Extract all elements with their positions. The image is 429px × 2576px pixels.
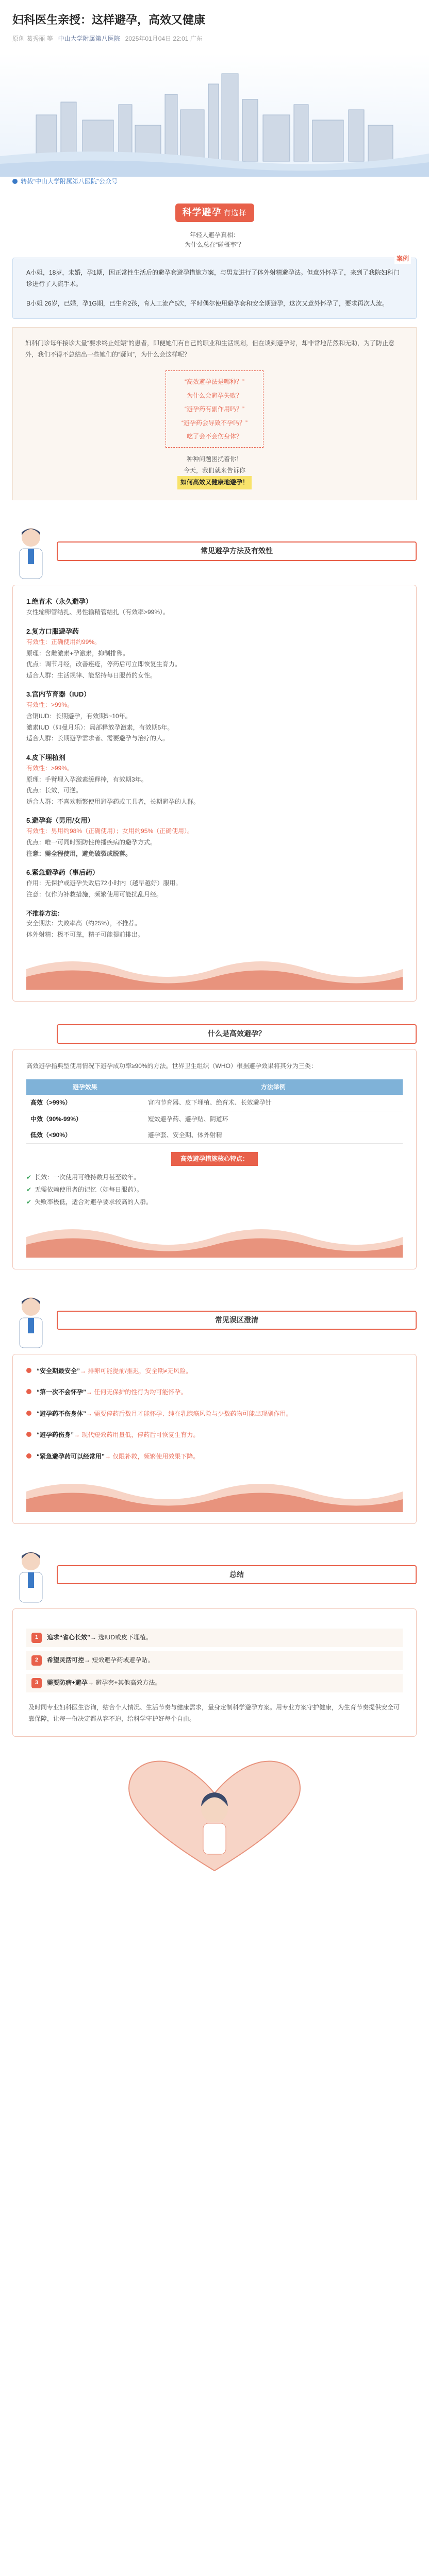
unrecommended-item: 体外射精：极不可靠，精子可能提前排出。 <box>26 930 144 938</box>
method-line: 激素IUD（如曼月乐）：局部释放孕激素，有效期5年。 <box>26 723 174 731</box>
myth-item <box>26 1409 403 1420</box>
card-wave-decoration <box>26 948 403 990</box>
feature-item: ✔ 无需依赖使用者的记忆（如每日服药）。 <box>26 1183 403 1196</box>
method-line: 有效性：>99%。 <box>26 764 74 772</box>
method-line: 注意：需全程使用，避免破裂或脱落。 <box>26 850 132 857</box>
method-heading: 3.宫内节育器（IUD） <box>26 690 91 699</box>
method-line: 适合人群：不喜欢频繁使用避孕药或工具者，长期避孕的人群。 <box>26 798 200 805</box>
efficiency-card <box>12 1049 417 1269</box>
publish-date: 2025年01月04日 22:01 广东 <box>125 35 203 43</box>
method-line: 有效性：男用约98%（正确使用）；女用约95%（正确使用）。 <box>26 827 194 835</box>
method-line: 女性输卵管结扎、男性输精管结扎（有效率>99%）。 <box>26 608 170 616</box>
case-paragraph-1: A小姐，18岁，未婚，孕1期，因正常性生活后的避孕套避孕措施方案，与男友进行了体外射精避孕法。但意外怀孕了，来到了我院妇科门诊进行了人流手术。 <box>26 269 400 287</box>
heart-illustration <box>0 1747 429 1881</box>
question-item: 吃了会不会伤身体？ <box>186 432 242 440</box>
skyline-banner <box>0 53 429 177</box>
doctor-icon <box>12 1292 50 1349</box>
outro-line-2: 今天，我们就来告诉你 <box>183 466 245 474</box>
table-cell: 短效避孕药、避孕贴、阴道环 <box>144 1111 403 1127</box>
summary-row <box>26 1651 403 1670</box>
myth-item <box>26 1366 403 1377</box>
summary-key: 追求“省心长效” <box>47 1634 91 1641</box>
section-title: 什么是高效避孕？ <box>57 1024 417 1044</box>
card-wave-decoration <box>26 1216 403 1258</box>
myth-item <box>26 1451 403 1463</box>
section-high-efficiency <box>12 1024 417 1269</box>
method-heading: 1.绝育术（永久避孕） <box>26 598 92 606</box>
summary-list <box>26 1629 403 1692</box>
summary-number: 3 <box>31 1678 42 1688</box>
question-item: “避孕药有副作用吗？” <box>185 405 244 413</box>
author: 原创 葛秀丽 等 <box>12 35 53 43</box>
myth-claim: “避孕药伤身” <box>37 1431 74 1439</box>
myth-fact: → 仅限补救，频繁使用效果下降。 <box>105 1453 200 1460</box>
doctor-icon <box>12 1547 50 1603</box>
method-line: 有效性：>99%。 <box>26 701 74 709</box>
section-myths <box>12 1292 417 1524</box>
myth-claim: “避孕药不伤身体” <box>37 1410 87 1417</box>
myth-item <box>26 1430 403 1441</box>
unrecommended-item: 安全期法：失败率高（约25%），不推荐。 <box>26 920 141 927</box>
features-list <box>26 1171 403 1208</box>
summary-paragraph: 及时同专业妇科医生咨询，结合个人情况、生活节奏与健康需求，量身定制科学避孕方案。用专业方案守护健康，为生育节奏提供安全可靠保障，让每一份决定都从容不迫，给科学守护好每个自由。 <box>28 1703 400 1723</box>
efficiency-lead: 高效避孕指典型使用情况下避孕成功率≥90%的方法。世界卫生组织（WHO）根据避孕效果将其分为三类： <box>26 1062 317 1070</box>
method-line: 原理：手臂埋入孕激素缓释棒，有效期3年。 <box>26 775 147 783</box>
summary-number: 2 <box>31 1655 42 1666</box>
article-title: 妇科医生亲授：这样避孕，高效又健康 <box>12 13 206 26</box>
intro-badge <box>175 204 254 222</box>
myth-fact: → 需要停药后数月才能怀孕、纯在乳腺癌风险与少数药物可能出现副作用。 <box>86 1410 292 1417</box>
summary-key: 希望灵活可控 <box>47 1656 85 1664</box>
badge-sub: 有选择 <box>223 209 247 217</box>
case-box <box>12 255 417 319</box>
table-row <box>26 1111 403 1127</box>
myth-claim: “安全期最安全” <box>37 1367 80 1375</box>
method-line: 有效性：正确使用约99%。 <box>26 638 101 646</box>
article-meta <box>12 34 417 44</box>
method-line: 适合人群：长期避孕需求者、需要避孕与治疗的人。 <box>26 735 169 742</box>
method-line: 优点：唯一可同时预防性传播疾病的避孕方式。 <box>26 839 157 846</box>
method-heading: 4.皮下埋植剂 <box>26 753 65 761</box>
table-cell: 低效（<90%） <box>26 1127 144 1144</box>
panel-outro <box>25 454 404 489</box>
myths-card <box>12 1354 417 1524</box>
question-item: 为什么会避孕失败？ <box>186 392 242 399</box>
intro-question-1: 年轻人避孕真相： <box>189 231 239 239</box>
table-row <box>26 1095 403 1111</box>
method-heading: 6.紧急避孕药（事后药） <box>26 869 99 877</box>
case-paragraph-2: B小姐 26岁，已婚，孕1G期，已生育2孩，育人工流产5次，平时偶尔使用避孕套和安全期避孕，这次又意外怀孕了，要求再次人流。 <box>26 299 389 307</box>
outro-line-1: 种种问题困扰着你！ <box>186 455 242 463</box>
summary-row <box>26 1674 403 1692</box>
follow-bar[interactable] <box>12 177 417 187</box>
section-title: 常见误区澄清 <box>57 1311 417 1330</box>
question-item: “高效避孕法是哪种？” <box>185 378 244 386</box>
badge-main: 科学避孕 <box>182 207 222 218</box>
myth-fact: → 现代短效药用量低，停药后可恢复生育力。 <box>74 1431 200 1439</box>
account-link[interactable]: 中山大学附属第八医院 <box>58 35 120 43</box>
summary-card <box>12 1608 417 1737</box>
method-line: 适合人群：生活规律、能坚持每日服药的女性。 <box>26 671 157 679</box>
table-row <box>26 1127 403 1144</box>
myth-item <box>26 1387 403 1398</box>
card-wave-decoration <box>26 1471 403 1512</box>
question-item: “避孕药会导致不孕吗？” <box>182 419 248 427</box>
feature-item: ✔ 长效：一次使用可维持数月甚至数年。 <box>26 1171 403 1183</box>
myth-claim: “第一次不会怀孕” <box>37 1388 87 1396</box>
myth-fact: → 任何无保护的性行为均可能怀孕。 <box>86 1388 187 1396</box>
skyline-illustration <box>0 53 429 177</box>
section-methods <box>12 523 417 1002</box>
article-header <box>0 0 429 48</box>
method-line: 含铜IUD：长期避孕，有效期5~10年。 <box>26 713 131 720</box>
method-heading: 2.复方口服避孕药 <box>26 627 79 635</box>
method-line: 优点：长效，可逆。 <box>26 787 82 794</box>
section-title: 常见避孕方法及有效性 <box>57 541 417 561</box>
table-cell: 宫内节育器、皮下埋植、绝育术、长效避孕针 <box>144 1095 403 1111</box>
panel-lead: 妇科门诊每年接诊大量“要求终止妊娠”的患者，即便她们有自己的职业和生活规划，但在谈到避孕时，却非常地茫然和无助，为了防止意外，我们不得不总结出一些她们的“疑问”，为什么会这样呢？ <box>25 340 394 358</box>
summary-key: 需要防病+避孕 <box>47 1679 88 1687</box>
intro-block <box>12 204 417 249</box>
table-cell: 高效（>99%） <box>26 1095 144 1111</box>
table-header: 方法举例 <box>144 1079 403 1095</box>
bullet-icon <box>26 1432 31 1437</box>
questions-list <box>166 370 263 448</box>
summary-value: → 避孕套+其他高效方法。 <box>88 1679 161 1687</box>
follow-text: 转载“中山大学附属第八医院”公众号 <box>21 177 118 185</box>
table-cell: 避孕套、安全期、体外射精 <box>144 1127 403 1144</box>
feature-title-badge: 高效避孕措施核心特点： <box>171 1152 258 1166</box>
bullet-icon <box>26 1453 31 1459</box>
doctor-icon <box>12 523 50 580</box>
case-tag: 案例 <box>394 254 411 264</box>
method-line: 作用：无保护或避孕失败后72小时内（越早越好）服用。 <box>26 879 182 887</box>
questions-panel <box>12 327 417 500</box>
method-line: 优点：调节月经，改善痤疮，停药后可立即恢复生育力。 <box>26 660 182 668</box>
section-summary <box>12 1547 417 1737</box>
summary-value: → 短效避孕药或避孕贴。 <box>84 1656 154 1664</box>
method-heading: 5.避孕套（男用/女用） <box>26 817 94 825</box>
bullet-icon <box>26 1389 31 1394</box>
summary-row <box>26 1629 403 1647</box>
summary-number: 1 <box>31 1633 42 1643</box>
follow-dot-icon <box>12 179 18 184</box>
feature-item: ✔ 失败率极低，适合对避孕要求较高的人群。 <box>26 1196 403 1208</box>
bullet-icon <box>26 1411 31 1416</box>
method-line: 原理：含雌激素+孕激素，抑制排卵。 <box>26 649 129 657</box>
bullet-icon <box>26 1368 31 1373</box>
methods-card <box>12 585 417 1002</box>
unrecommended-title: 不推荐方法： <box>26 909 64 917</box>
outro-highlight: 如何高效又健康地避孕！ <box>177 476 252 489</box>
section-title: 总结 <box>57 1565 417 1585</box>
table-header: 避孕效果 <box>26 1079 144 1095</box>
myth-fact: → 排卵可能提前/推迟，安全期≠无风险。 <box>80 1367 192 1375</box>
summary-value: → 选IUD或皮下埋植。 <box>90 1634 153 1641</box>
myth-claim: “紧急避孕药可以经常用” <box>37 1453 105 1460</box>
method-line: 注意：仅作为补救措施，频繁使用可能扰乱月经。 <box>26 891 163 898</box>
efficiency-table <box>26 1079 403 1144</box>
intro-question-2: 为什么总在“碰概率”？ <box>185 241 244 248</box>
table-cell: 中效（90%-99%） <box>26 1111 144 1127</box>
